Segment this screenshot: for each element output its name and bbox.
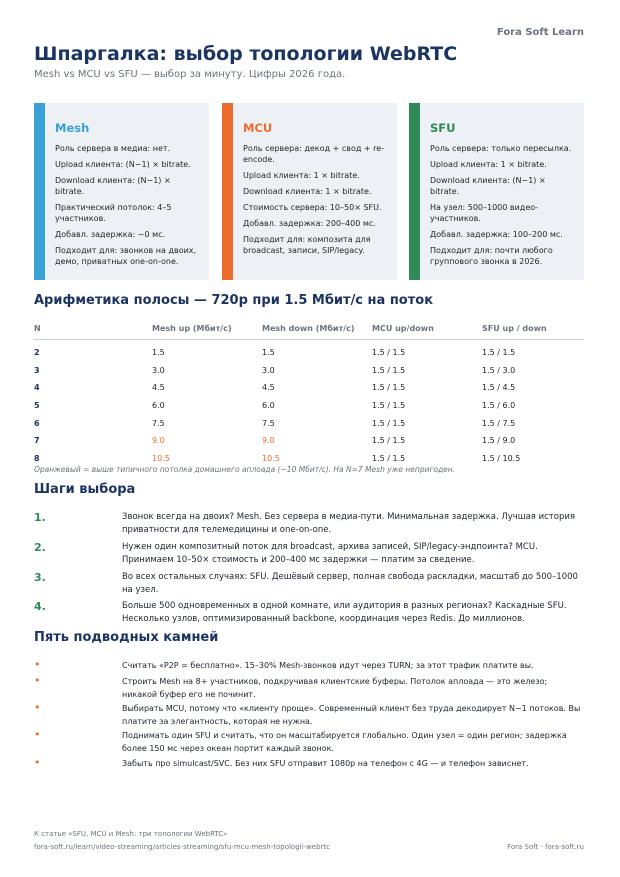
card-line: Подходит для: почти любого группового звонка в 2026. — [430, 246, 553, 266]
table-cell: 1.5 — [262, 348, 275, 357]
table-cell: 7 — [34, 436, 40, 446]
step-text: Больше 500 одновременных в одной комнате, или аудитория в разных регионах? Каскадные SFU. Несколько узлов, оптимизированный backbone, координация через Redis. До миллионов. — [122, 601, 567, 624]
table-note: Оранжевый = выше типичного потолка домашнего аплоада (~10 Мбит/с). На N=7 Mesh уже непригоден. — [34, 465, 456, 474]
card-line: Upload клиента: 1 × bitrate. — [243, 171, 360, 180]
table-header — [34, 321, 584, 340]
page-subtitle: Mesh vs MCU vs SFU — выбор за минуту. Цифры 2026 года. — [34, 69, 346, 80]
table-cell: 5 — [34, 401, 40, 411]
table-row — [34, 344, 584, 362]
card-line: Добавл. задержка: 100–200 мс. — [430, 230, 563, 239]
card-line: Подходит для: композита для broadcast, записи, SIP/legacy. — [243, 235, 371, 255]
step-text: Звонок всегда на двоих? Mesh. Без сервера в медиа-пути. Минимальная задержка. Лучшая история приватности для телемедицины и one-on-one. — [122, 512, 575, 535]
card-accent-bar — [222, 103, 233, 280]
pitfall-text: Строить Mesh на 8+ участников, подкручивая клиентские буферы. Потолок аплоада — это железо; никакой буфер его не починит. — [122, 677, 548, 699]
step-number: 2. — [34, 541, 46, 554]
footer-url[interactable]: fora-soft.ru/learn/video-streaming/articles-streaming/sfu-mcu-mesh-topologii-webrtc — [34, 843, 331, 851]
table-cell: 10.5 — [262, 454, 280, 464]
step-text: Во всех остальных случаях: SFU. Дешёвый сервер, полная свобода раскладки, масштаб до 500–1000 на узел. — [122, 572, 578, 595]
table-cell: 1.5 / 1.5 — [372, 365, 406, 375]
table-cell: 9.0 — [152, 436, 165, 446]
table-row — [34, 432, 584, 450]
card-sfu — [409, 103, 584, 280]
page-title: Шпаргалка: выбор топологии WebRTC — [34, 43, 458, 65]
card-line: Добавл. задержка: ~0 мс. — [55, 230, 166, 239]
card-line: Практический потолок: 4–5 участников. — [55, 203, 172, 223]
table-cell: 3.0 — [262, 365, 275, 375]
table-cell: 3 — [34, 365, 40, 375]
table-cell: 1.5 / 1.5 — [372, 436, 406, 446]
pitfall-text: Считать «P2P = бесплатно». 15–30% Mesh-звонков идут через TURN; за этот трафик платите вы. — [122, 661, 534, 670]
bandwidth-heading: Арифметика полосы — 720p при 1.5 Мбит/с на поток — [34, 293, 434, 308]
card-line: Роль сервера в медиа: нет. — [55, 144, 171, 153]
card-line: Upload клиента: (N−1) × bitrate. — [55, 160, 191, 169]
card-accent-bar — [409, 103, 420, 280]
table-cell: 1.5 / 1.5 — [372, 401, 406, 411]
card-line: Добавл. задержка: 200–400 мс. — [243, 219, 376, 228]
table-cell: 1.5 — [152, 348, 165, 357]
step-number: 4. — [34, 600, 46, 613]
footer-site[interactable]: Fora Soft · fora-soft.ru — [507, 843, 584, 851]
table-cell: 1.5 / 9.0 — [482, 436, 516, 446]
brand-label: Fora Soft Learn — [496, 27, 584, 38]
table-cell: 4.5 — [262, 383, 275, 393]
card-line: Стоимость сервера: 10–50× SFU. — [243, 203, 382, 212]
card-line: Download клиента: (N−1) × bitrate. — [55, 176, 171, 196]
steps-heading: Шаги выбора — [34, 482, 136, 497]
table-cell: 1.5 / 1.5 — [372, 348, 406, 357]
bandwidth-table — [34, 321, 584, 468]
bullet-icon: • — [34, 674, 41, 687]
table-cell: 10.5 — [152, 454, 170, 464]
footer-article: К статье «SFU, MCU и Mesh: три топологии WebRTC» — [34, 830, 228, 838]
card-title: Mesh — [55, 121, 90, 135]
table-row — [34, 397, 584, 415]
column-header: N — [34, 324, 41, 333]
column-header: MCU up/down — [372, 324, 434, 333]
table-cell: 8 — [34, 454, 40, 464]
step-number: 3. — [34, 571, 46, 584]
step-number: 1. — [34, 511, 46, 524]
column-header: Mesh up (Мбит/с) — [152, 324, 232, 333]
table-cell: 4.5 — [152, 383, 165, 393]
table-cell: 1.5 / 3.0 — [482, 365, 516, 375]
table-cell: 1.5 / 6.0 — [482, 401, 516, 411]
card-line: Роль сервера: только пересылка. — [430, 144, 572, 153]
card-title: SFU — [430, 121, 456, 135]
bullet-icon: • — [34, 728, 41, 741]
table-cell: 6 — [34, 418, 40, 428]
card-line: На узел: 500–1000 видео-участников. — [430, 203, 539, 223]
table-cell: 1.5 / 4.5 — [482, 383, 516, 393]
step-text: Нужен один композитный поток для broadcast, архива записей, SIP/legacy-эндпоинта? MCU. Принимаем 10–50× стоимость и 200–400 мс задержки — платим за сведение. — [122, 542, 538, 565]
column-header: SFU up / down — [482, 324, 547, 333]
card-accent-bar — [34, 103, 45, 280]
column-header: Mesh down (Мбит/с) — [262, 324, 355, 333]
pitfall-text: Выбирать MCU, потому что «клиенту проще». Современный клиент без труда декодирует N−1 потоков. Вы платите за элегантность, которая не нужна. — [122, 704, 581, 726]
table-cell: 7.5 — [152, 418, 165, 428]
card-line: Download клиента: (N−1) × bitrate. — [430, 176, 546, 196]
card-line: Роль сервера: декод + свод + re-encode. — [243, 144, 385, 164]
table-cell: 1.5 / 10.5 — [482, 454, 521, 464]
table-cell: 6.0 — [152, 401, 165, 411]
table-cell: 7.5 — [262, 418, 275, 428]
card-mcu — [222, 103, 397, 280]
table-cell: 3.0 — [152, 365, 165, 375]
card-line: Upload клиента: 1 × bitrate. — [430, 160, 547, 169]
bullet-icon: • — [34, 701, 41, 714]
card-mesh — [34, 103, 209, 280]
card-line: Download клиента: 1 × bitrate. — [243, 187, 372, 196]
pitfall-text: Поднимать один SFU и считать, что он масштабируется глобально. Один узел = один регион; задержка более 150 мс через океан портит каждый звонок. — [122, 731, 567, 753]
pitfall-text: Забыть про simulcast/SVC. Без них SFU отправит 1080p на телефон с 4G — и телефон зависнет. — [122, 759, 529, 768]
topology-cards — [34, 103, 584, 280]
table-cell: 9.0 — [262, 436, 275, 446]
table-row — [34, 415, 584, 433]
table-cell: 1.5 / 1.5 — [372, 418, 406, 428]
table-row — [34, 379, 584, 397]
table-cell: 1.5 / 1.5 — [482, 348, 516, 357]
table-cell: 1.5 / 1.5 — [372, 383, 406, 393]
bullet-icon: • — [34, 658, 41, 671]
table-cell: 1.5 / 1.5 — [372, 454, 406, 464]
table-cell: 4 — [34, 383, 40, 393]
bullet-icon: • — [34, 756, 41, 769]
card-title: MCU — [243, 121, 273, 135]
table-row — [34, 362, 584, 380]
table-cell: 1.5 / 7.5 — [482, 418, 516, 428]
table-cell: 2 — [34, 348, 40, 357]
pitfalls-heading: Пять подводных камней — [34, 630, 219, 645]
card-line: Подходит для: звонков на двоих, демо, приватных one-on-one. — [55, 246, 197, 266]
table-cell: 6.0 — [262, 401, 275, 411]
